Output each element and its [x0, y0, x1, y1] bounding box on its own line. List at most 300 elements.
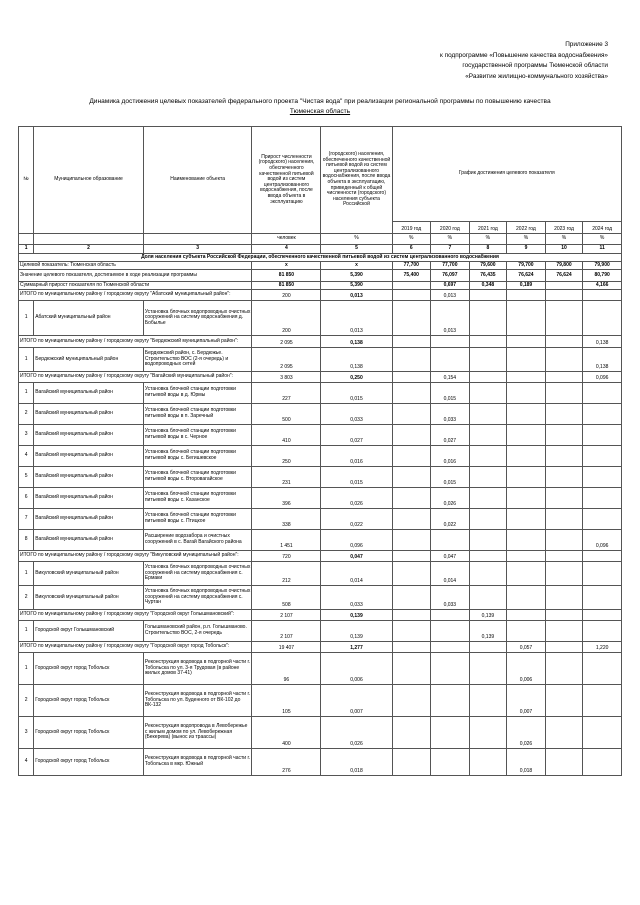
year-value: 79,600	[469, 262, 507, 270]
year-value	[545, 446, 583, 467]
group-total-label: ИТОГО по муниципальному району / городскому округу "Абатский муниципальный район":	[19, 290, 252, 301]
year-value	[507, 290, 546, 301]
year-header: 2022 год	[507, 222, 546, 234]
table-row	[19, 586, 622, 610]
year-value	[507, 586, 546, 610]
year-value	[583, 446, 622, 467]
year-value	[392, 488, 431, 509]
summary-percent: х	[321, 262, 392, 270]
row-municipality: Вагайский муниципальный район	[34, 404, 144, 425]
table-row	[19, 383, 622, 404]
year-value	[507, 348, 546, 372]
year-value	[469, 383, 507, 404]
year-value	[392, 551, 431, 562]
row-object: Реконструкция водовода в подгорной части г. Тобольска в мкр. Южный	[143, 749, 252, 776]
appendix-header	[440, 40, 608, 82]
unit-people: человек	[252, 234, 321, 245]
row-people: 96	[252, 653, 321, 685]
year-value	[392, 467, 431, 488]
year-value: 79,900	[583, 262, 622, 270]
row-number: 8	[19, 530, 34, 551]
year-value	[545, 467, 583, 488]
year-value	[469, 467, 507, 488]
row-percent: 0,033	[321, 586, 392, 610]
row-percent: 0,138	[321, 348, 392, 372]
row-number: 1	[19, 348, 34, 372]
row-percent: 0,096	[321, 530, 392, 551]
row-percent: 0,033	[321, 404, 392, 425]
section-row	[19, 254, 622, 262]
year-value	[545, 621, 583, 642]
year-value	[545, 348, 583, 372]
summary-percent: 5,390	[321, 270, 392, 282]
col-growth-people-header: Прирост численности (городского) населения, обеспеченного качественной питьевой водой из систем централизованного водоснабжения, после ввода объекта в эксплуатацию	[252, 127, 321, 234]
row-object: Реконструкция водопровода в Левобережье с жилым домом по ул. Левобережная (Бекерева) (вынос из траассы)	[143, 717, 252, 749]
year-value	[469, 717, 507, 749]
year-value	[583, 509, 622, 530]
table-row	[19, 621, 622, 642]
row-object: Расширение водозабора и очистных сооружений в с. Вагай Вагайского района	[143, 530, 252, 551]
appendix-line: к подпрограмме «Повышение качества водоснабжения»	[440, 51, 608, 59]
year-value	[545, 717, 583, 749]
row-people: 200	[252, 301, 321, 336]
column-number: 5	[321, 245, 392, 254]
row-object: Установка блочной станции подготовки питьевой воды с. Казанское	[143, 488, 252, 509]
row-percent: 0,006	[321, 653, 392, 685]
row-municipality: Вагайский муниципальный район	[34, 467, 144, 488]
year-value	[545, 301, 583, 336]
year-value: 77,700	[431, 262, 470, 270]
year-value	[431, 642, 470, 653]
table-row	[19, 717, 622, 749]
year-value	[545, 749, 583, 776]
row-object: Голышмановский район, р.п. Голышманово. Строительство ВОС, 2-я очередь	[143, 621, 252, 642]
row-people: 212	[252, 562, 321, 586]
year-value	[583, 562, 622, 586]
year-value: 0,154	[431, 372, 470, 383]
row-municipality: Городской округ город Тобольск	[34, 749, 144, 776]
year-value: 0,348	[469, 282, 507, 290]
row-municipality: Городской округ город Тобольск	[34, 653, 144, 685]
year-value	[583, 610, 622, 621]
year-value	[583, 586, 622, 610]
row-percent: 0,007	[321, 685, 392, 717]
row-number: 6	[19, 488, 34, 509]
year-value	[431, 348, 470, 372]
row-object: Установка блочной станции подготовки питьевой воды с. Бегишевское	[143, 446, 252, 467]
col-no-header: №	[19, 127, 34, 234]
row-people: 250	[252, 446, 321, 467]
year-value: 80,790	[583, 270, 622, 282]
table-row	[19, 509, 622, 530]
year-value: 76,624	[507, 270, 546, 282]
year-value	[392, 282, 431, 290]
row-number: 3	[19, 425, 34, 446]
section-title: Доля населения субъекта Российской Федерации, обеспеченного качественной питьевой водой из систем централизованного водоснабжения	[19, 254, 622, 262]
table-row	[19, 425, 622, 446]
row-municipality: Викуловский муниципальный район	[34, 586, 144, 610]
summary-people: 81 850	[252, 270, 321, 282]
year-value	[431, 717, 470, 749]
year-value: 0,139	[469, 610, 507, 621]
year-value	[545, 282, 583, 290]
year-value	[392, 336, 431, 348]
year-value	[469, 530, 507, 551]
row-percent: 0,026	[321, 488, 392, 509]
row-percent: 0,139	[321, 621, 392, 642]
year-value: 0,026	[431, 488, 470, 509]
year-value	[507, 372, 546, 383]
row-object: Реконструкция водовода в подгорной части г. Тобольска по ул. 3-я Трудовая (в районе жилых домов 37-41)	[143, 653, 252, 685]
year-value	[545, 404, 583, 425]
year-header: 2021 год	[469, 222, 507, 234]
year-value	[545, 586, 583, 610]
table-row	[19, 749, 622, 776]
year-value	[507, 488, 546, 509]
row-number: 2	[19, 404, 34, 425]
col-municipality-header: Муниципальное образование	[34, 127, 144, 234]
group-total-people: 3 803	[252, 372, 321, 383]
year-header: 2024 год	[583, 222, 622, 234]
year-value: 0,013	[431, 301, 470, 336]
row-people: 410	[252, 425, 321, 446]
document-title	[20, 97, 620, 117]
table-row	[19, 530, 622, 551]
year-value	[392, 348, 431, 372]
summary-percent: 5,390	[321, 282, 392, 290]
row-number: 3	[19, 717, 34, 749]
row-people: 508	[252, 586, 321, 610]
year-value: 0,033	[431, 586, 470, 610]
year-value	[392, 621, 431, 642]
year-value: 0,015	[431, 383, 470, 404]
summary-people: х	[252, 262, 321, 270]
year-value	[392, 717, 431, 749]
year-value	[469, 586, 507, 610]
group-total-label: ИТОГО по муниципальному району / городскому округу "Вагайский муниципальный район":	[19, 372, 252, 383]
year-value: 76,624	[545, 270, 583, 282]
table-body	[19, 254, 622, 776]
group-total-label: ИТОГО по муниципальному району / городскому округу "Городской округ Голышмановский":	[19, 610, 252, 621]
row-object: Установка блочных водопроводных очистных сооружений на систему водоснабжения д. Бобылье	[143, 301, 252, 336]
table-row	[19, 685, 622, 717]
group-total-people: 720	[252, 551, 321, 562]
group-total-row	[19, 642, 622, 653]
year-value	[392, 425, 431, 446]
year-value	[583, 383, 622, 404]
year-value: 0,007	[507, 685, 546, 717]
appendix-line: государственной программы Тюменской области	[462, 62, 608, 69]
row-number: 1	[19, 653, 34, 685]
year-value	[545, 383, 583, 404]
column-number: 3	[143, 245, 252, 254]
year-value	[583, 621, 622, 642]
row-number: 4	[19, 749, 34, 776]
row-number: 1	[19, 562, 34, 586]
row-number: 2	[19, 685, 34, 717]
year-value	[392, 446, 431, 467]
year-value	[392, 530, 431, 551]
year-value: 4,166	[583, 282, 622, 290]
row-municipality: Городской округ Голышмановский	[34, 621, 144, 642]
table-header-row	[19, 127, 622, 222]
column-number: 11	[583, 245, 622, 254]
year-value: 0,697	[431, 282, 470, 290]
year-value	[545, 425, 583, 446]
year-value	[469, 336, 507, 348]
year-value	[545, 530, 583, 551]
year-value	[469, 348, 507, 372]
row-people: 2 107	[252, 621, 321, 642]
row-percent: 0,026	[321, 717, 392, 749]
year-value	[545, 642, 583, 653]
column-number: 8	[469, 245, 507, 254]
year-value	[392, 509, 431, 530]
year-value: 0,016	[431, 446, 470, 467]
year-value	[583, 551, 622, 562]
row-people: 1 451	[252, 530, 321, 551]
group-total-people: 200	[252, 290, 321, 301]
year-header: 2023 год	[545, 222, 583, 234]
year-value: 0,047	[431, 551, 470, 562]
year-value: 0,022	[431, 509, 470, 530]
group-total-percent: 0,250	[321, 372, 392, 383]
year-value	[431, 336, 470, 348]
year-value	[507, 621, 546, 642]
year-value: 76,097	[431, 270, 470, 282]
group-total-people: 19 407	[252, 642, 321, 653]
units-row	[19, 234, 622, 245]
group-total-percent: 0,013	[321, 290, 392, 301]
year-value	[469, 301, 507, 336]
year-value: 0,138	[583, 336, 622, 348]
appendix-line: «Развитие жилищно-коммунального хозяйства»	[465, 72, 608, 80]
year-value	[392, 404, 431, 425]
year-value: 0,096	[583, 372, 622, 383]
column-number: 6	[392, 245, 431, 254]
summary-people: 81 850	[252, 282, 321, 290]
group-total-row	[19, 290, 622, 301]
year-value: 77,700	[392, 262, 431, 270]
table-row	[19, 404, 622, 425]
year-value: 0,015	[431, 467, 470, 488]
year-value	[545, 488, 583, 509]
year-value	[392, 642, 431, 653]
year-value	[545, 562, 583, 586]
year-value	[507, 404, 546, 425]
year-value	[507, 509, 546, 530]
appendix-line: Приложение 3	[565, 41, 608, 48]
year-value	[545, 509, 583, 530]
year-value	[431, 610, 470, 621]
year-value	[392, 290, 431, 301]
year-value	[392, 749, 431, 776]
row-municipality: Бердюжский муниципальный район	[34, 348, 144, 372]
summary-label: Целевой показатель: Тюменская область	[19, 262, 252, 270]
year-value	[583, 685, 622, 717]
row-municipality: Вагайский муниципальный район	[34, 425, 144, 446]
year-header: 2019 год	[392, 222, 431, 234]
schedule-header: График достижения целевого показателя	[392, 127, 622, 222]
summary-label: Значение целевого показателя, достигаемое в ходе реализации программы	[19, 270, 252, 282]
row-people: 105	[252, 685, 321, 717]
group-total-people: 2 107	[252, 610, 321, 621]
table-row	[19, 348, 622, 372]
table-row	[19, 653, 622, 685]
year-value: 0,018	[507, 749, 546, 776]
column-number: 2	[34, 245, 144, 254]
summary-label: Суммарный прирост показателя по Тюменской области	[19, 282, 252, 290]
year-value	[545, 290, 583, 301]
row-number: 1	[19, 301, 34, 336]
row-people: 227	[252, 383, 321, 404]
row-people: 396	[252, 488, 321, 509]
group-total-label: ИТОГО по муниципальному району / городскому округу "Бердюжский муниципальный район":	[19, 336, 252, 348]
row-people: 338	[252, 509, 321, 530]
year-value	[431, 653, 470, 685]
row-municipality: Викуловский муниципальный район	[34, 562, 144, 586]
row-object: Установка блочной станции подготовки питьевой воды в п. Заречный	[143, 404, 252, 425]
summary-row	[19, 262, 622, 270]
year-value	[392, 301, 431, 336]
year-value	[507, 446, 546, 467]
year-value	[583, 749, 622, 776]
year-value	[392, 586, 431, 610]
year-value	[583, 717, 622, 749]
row-people: 231	[252, 467, 321, 488]
row-municipality: Абатский муниципальный район	[34, 301, 144, 336]
year-value	[392, 383, 431, 404]
row-percent: 0,022	[321, 509, 392, 530]
row-percent: 0,013	[321, 301, 392, 336]
year-value	[469, 509, 507, 530]
year-value	[469, 446, 507, 467]
year-value: 0,014	[431, 562, 470, 586]
table-row	[19, 488, 622, 509]
year-value	[469, 290, 507, 301]
table-row	[19, 562, 622, 586]
table-row	[19, 301, 622, 336]
year-value: 1,220	[583, 642, 622, 653]
year-value: 0,057	[507, 642, 546, 653]
group-total-row	[19, 551, 622, 562]
column-numbers-row	[19, 245, 622, 254]
year-value	[583, 425, 622, 446]
row-number: 1	[19, 383, 34, 404]
indicator-table	[18, 126, 622, 776]
row-object: Установка блочной станции подготовки питьевой воды с. Птицкое	[143, 509, 252, 530]
unit-year: %	[583, 234, 622, 245]
year-value	[545, 336, 583, 348]
group-total-row	[19, 610, 622, 621]
row-people: 400	[252, 717, 321, 749]
row-municipality: Городской округ город Тобольск	[34, 717, 144, 749]
year-value: 0,013	[431, 290, 470, 301]
row-percent: 0,014	[321, 562, 392, 586]
year-value: 75,400	[392, 270, 431, 282]
year-header: 2020 год	[431, 222, 470, 234]
year-value	[583, 301, 622, 336]
row-people: 2 095	[252, 348, 321, 372]
year-value: 0,033	[431, 404, 470, 425]
year-value	[545, 551, 583, 562]
unit-year: %	[431, 234, 470, 245]
unit-year: %	[392, 234, 431, 245]
group-total-percent: 1,277	[321, 642, 392, 653]
year-value	[507, 562, 546, 586]
year-value	[583, 653, 622, 685]
row-percent: 0,027	[321, 425, 392, 446]
row-object: Реконструкция водовода в подгорной части г. Тобольска по ул. Буденного от ВК-102 до ВК-132	[143, 685, 252, 717]
region-name: Тюменская область	[289, 108, 351, 115]
row-object: Установка блочной станции подготовки питьевой воды с. Второвагайское	[143, 467, 252, 488]
year-value	[469, 404, 507, 425]
unit-year: %	[469, 234, 507, 245]
group-total-percent: 0,047	[321, 551, 392, 562]
year-value	[507, 551, 546, 562]
col-object-header: Наименование объекта	[143, 127, 252, 234]
row-percent: 0,015	[321, 467, 392, 488]
year-value	[583, 404, 622, 425]
year-value: 0,026	[507, 717, 546, 749]
unit-year: %	[545, 234, 583, 245]
year-value	[507, 301, 546, 336]
year-value	[392, 685, 431, 717]
year-value	[392, 562, 431, 586]
table-row	[19, 446, 622, 467]
group-total-people: 2 095	[252, 336, 321, 348]
row-number: 1	[19, 621, 34, 642]
year-value	[469, 562, 507, 586]
year-value	[431, 530, 470, 551]
row-object: Установка блочной станции подготовки питьевой воды в с. Черное	[143, 425, 252, 446]
year-value: 0,189	[507, 282, 546, 290]
row-people: 276	[252, 749, 321, 776]
row-number: 4	[19, 446, 34, 467]
year-value	[507, 336, 546, 348]
group-total-row	[19, 336, 622, 348]
row-municipality: Городской округ город Тобольск	[34, 685, 144, 717]
row-municipality: Вагайский муниципальный район	[34, 530, 144, 551]
row-number: 2	[19, 586, 34, 610]
title-line: Динамика достижения целевых показателей федерального проекта "Чистая вода" при реализации региональной программы по повышению качества	[89, 98, 551, 105]
year-value	[431, 749, 470, 776]
row-municipality: Вагайский муниципальный район	[34, 446, 144, 467]
year-value	[431, 685, 470, 717]
year-value	[469, 425, 507, 446]
year-value	[583, 290, 622, 301]
group-total-row	[19, 372, 622, 383]
year-value	[469, 551, 507, 562]
year-value	[545, 372, 583, 383]
year-value	[545, 610, 583, 621]
row-people: 500	[252, 404, 321, 425]
row-municipality: Вагайский муниципальный район	[34, 383, 144, 404]
year-value	[583, 488, 622, 509]
row-municipality: Вагайский муниципальный район	[34, 488, 144, 509]
year-value: 79,800	[545, 262, 583, 270]
year-value: 0,138	[583, 348, 622, 372]
year-value	[583, 467, 622, 488]
group-total-percent: 0,139	[321, 610, 392, 621]
year-value	[469, 653, 507, 685]
row-number: 5	[19, 467, 34, 488]
year-value	[507, 467, 546, 488]
column-number: 1	[19, 245, 34, 254]
column-number: 9	[507, 245, 546, 254]
group-total-label: ИТОГО по муниципальному району / городскому округу "Городской округ город Тобольск":	[19, 642, 252, 653]
table-row	[19, 467, 622, 488]
